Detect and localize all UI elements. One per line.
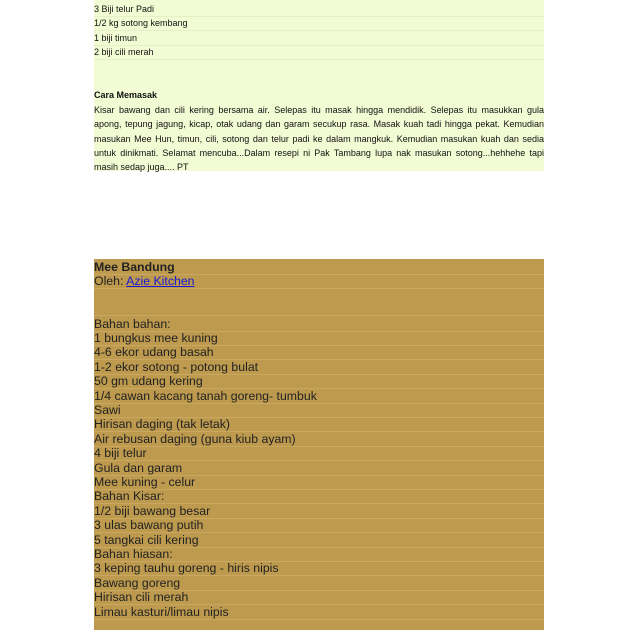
blank-row [94,289,544,316]
byline-label: Oleh: [94,274,127,288]
method-text: Kisar bawang dan cili kering bersama air. Selepas itu masak hingga mendidik. Selepas itu masukkan gula apong, tepung jagung, kicap, otak udang dan garam secukup rasa. Masak kuah tadi hingga pekat. Kemudian masukan Mee Hun, timun, cili, sotong dan telur padi ke dalam mangkuk. Kemudian masukan kuah dan sedia untuk dinikmati. Selamat mencuba...Dalam resepi ni Pak Tambang lupa nak masukan sotong...hehhehe tapi masih sedap juga.... PT [94,105,544,173]
method-heading: Cara Memasak [94,90,158,100]
ingredient-item: 1/4 cawan kacang tanah goreng- tumbuk [94,389,544,404]
blend-heading: Bahan Kisar: [94,489,544,504]
ingredient-item: Mee kuning - celur [94,475,544,490]
author-link[interactable]: Azie Kitchen [126,274,195,288]
ingredient-line: 1 biji timun [94,31,544,46]
ingredient-item: Gula dan garam [94,461,544,476]
recipe-title: Mee Bandung [94,260,544,275]
ingredient-item: 1 bungkus mee kuning [94,331,544,346]
ingredient-line: 3 Biji telur Padi [94,2,544,17]
ingredient-item: Air rebusan daging (guna kiub ayam) [94,432,544,447]
ingredient-item: 4-6 ekor udang basah [94,345,544,360]
ingredient-line: 2 biji cili merah [94,45,544,60]
ingredient-item: 1-2 ekor sotong - potong bulat [94,360,544,375]
recipe-byline [94,274,544,289]
ingredients-heading: Bahan bahan: [94,317,544,332]
ingredient-item: 50 gm udang kering [94,374,544,389]
garnish-item: Bawang goreng [94,576,544,591]
garnish-item: 3 keping tauhu goreng - hiris nipis [94,561,544,576]
recipe-card-mee-bandung [94,259,544,630]
ingredient-item: Hirisan daging (tak letak) [94,417,544,432]
garnish-heading: Bahan hiasan: [94,547,544,562]
blend-item: 3 ulas bawang putih [94,518,544,533]
blend-item: 5 tangkai cili kering [94,533,544,548]
garnish-item: Limau kasturi/limau nipis [94,605,544,620]
ingredient-line: 1/2 kg sotong kembang [94,16,544,31]
blend-item: 1/2 biji bawang besar [94,504,544,519]
garnish-item: Hirisan cili merah [94,590,544,605]
ingredient-item: 4 biji telur [94,446,544,461]
previous-recipe-section [94,0,544,171]
ingredient-item: Sawi [94,403,544,418]
